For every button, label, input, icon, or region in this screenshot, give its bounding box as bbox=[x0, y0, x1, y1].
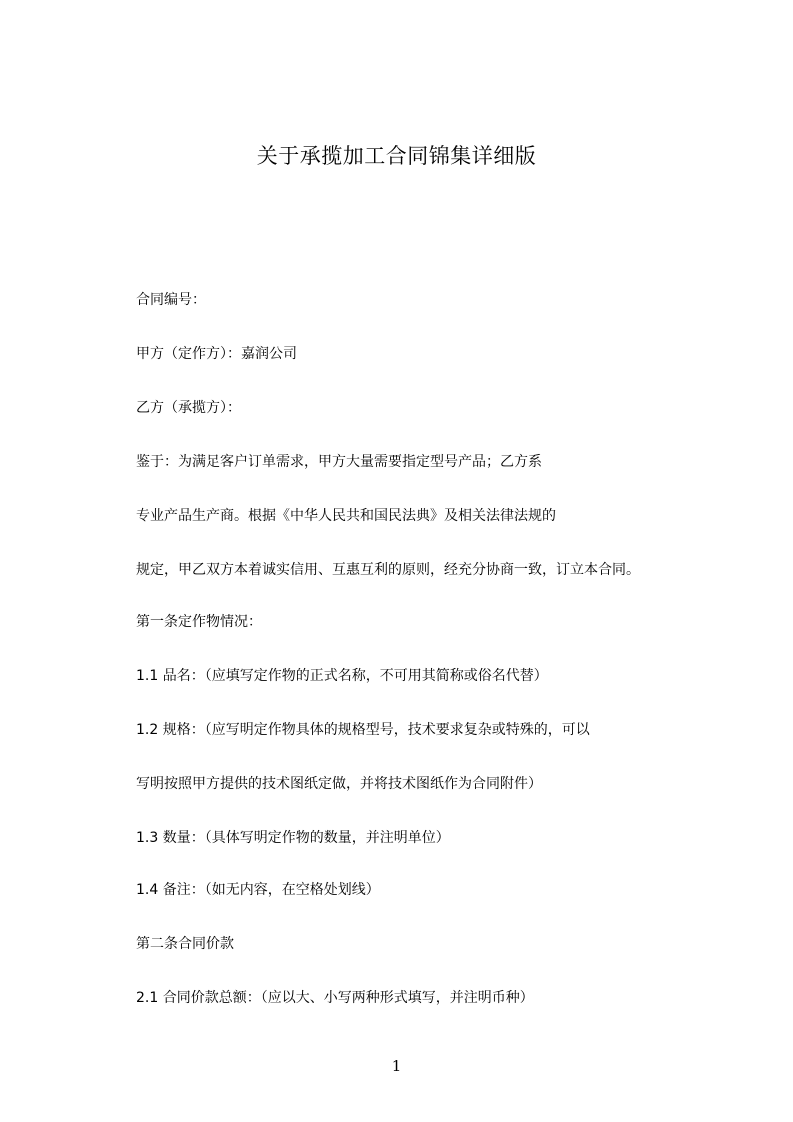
party-b-line: 乙方（承揽方）： bbox=[136, 400, 241, 416]
clause-1-2-line-2: 写明按照甲方提供的技术图纸定做，并将技术图纸作为合同附件） bbox=[136, 776, 542, 792]
contract-number-line: 合同编号： bbox=[136, 292, 206, 308]
article-2-heading: 第二条合同价款 bbox=[136, 936, 234, 952]
party-a-line: 甲方（定作方）：嘉润公司 bbox=[136, 346, 297, 362]
recital-line-1: 鉴于：为满足客户订单需求，甲方大量需要指定型号产品；乙方系 bbox=[136, 454, 542, 470]
clause-1-2-line-1: 1.2 规格：（应写明定作物具体的规格型号，技术要求复杂或特殊的，可以 bbox=[136, 722, 590, 738]
document-title: 关于承揽加工合同锦集详细版 bbox=[256, 144, 537, 168]
clause-1-3: 1.3 数量：（具体写明定作物的数量，并注明单位） bbox=[136, 830, 450, 846]
clause-1-1: 1.1 品名：（应填写定作物的正式名称，不可用其简称或俗名代替） bbox=[136, 668, 548, 684]
page-number: 1 bbox=[391, 1057, 402, 1075]
recital-line-3: 规定，甲乙双方本着诚实信用、互惠互利的原则，经充分协商一致，订立本合同。 bbox=[136, 562, 640, 578]
clause-1-4: 1.4 备注：（如无内容，在空格处划线） bbox=[136, 882, 380, 898]
recital-line-2: 专业产品生产商。根据《中华人民共和国民法典》及相关法律法规的 bbox=[136, 508, 556, 524]
clause-2-1: 2.1 合同价款总额：（应以大、小写两种形式填写，并注明币种） bbox=[136, 990, 534, 1006]
article-1-heading: 第一条定作物情况： bbox=[136, 614, 262, 630]
